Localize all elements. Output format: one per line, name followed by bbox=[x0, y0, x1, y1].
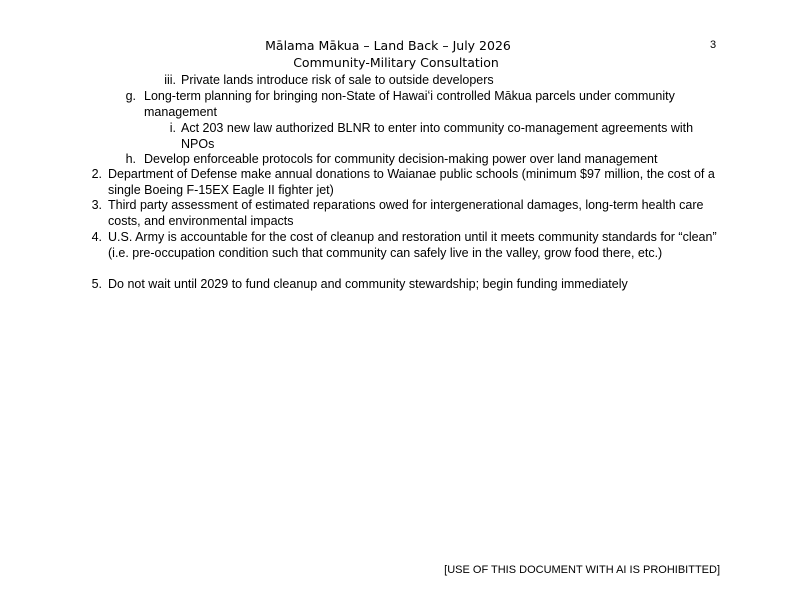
list-marker: i. bbox=[169, 121, 176, 135]
list-marker: 5. bbox=[91, 277, 102, 291]
ai-prohibited-notice: [USE OF THIS DOCUMENT WITH AI IS PROHIBITTED] bbox=[444, 564, 720, 576]
list-marker: h. bbox=[125, 152, 136, 166]
list-item-text: Develop enforceable protocols for community decision-making power over land management bbox=[144, 152, 658, 166]
list-marker: g. bbox=[125, 89, 136, 103]
list-marker: 4. bbox=[91, 230, 102, 244]
document-subtitle: Community-Military Consultation bbox=[293, 55, 499, 70]
list-item-text: Third party assessment of estimated reparations owed for intergenerational damages, long-term health care costs, and environmental impacts bbox=[108, 198, 704, 228]
list-marker: iii. bbox=[164, 73, 176, 87]
list-item-text: U.S. Army is accountable for the cost of cleanup and restoration until it meets community standards for “clean” (i.e. pre-occupation condition such that community can safely live in the valley, grow food there, etc.) bbox=[108, 230, 717, 260]
list-marker: 2. bbox=[91, 167, 102, 181]
list-item-text: Long-term planning for bringing non-State of Hawaiʻi controlled Mākua parcels under community management bbox=[144, 89, 675, 119]
list-item-text: Department of Defense make annual donations to Waianae public schools (minimum $97 million, the cost of a single Boeing F-15EX Eagle II fighter jet) bbox=[108, 167, 715, 197]
document-title: Mālama Mākua – Land Back – July 2026 bbox=[265, 38, 511, 53]
list-item-text: Act 203 new law authorized BLNR to enter into community co-management agreements with NPOs bbox=[181, 121, 694, 151]
list-marker: 3. bbox=[91, 198, 102, 212]
list-item-text: Private lands introduce risk of sale to outside developers bbox=[181, 73, 494, 87]
page-number: 3 bbox=[710, 39, 717, 51]
list-item-text: Do not wait until 2029 to fund cleanup and community stewardship; begin funding immediately bbox=[108, 277, 628, 291]
